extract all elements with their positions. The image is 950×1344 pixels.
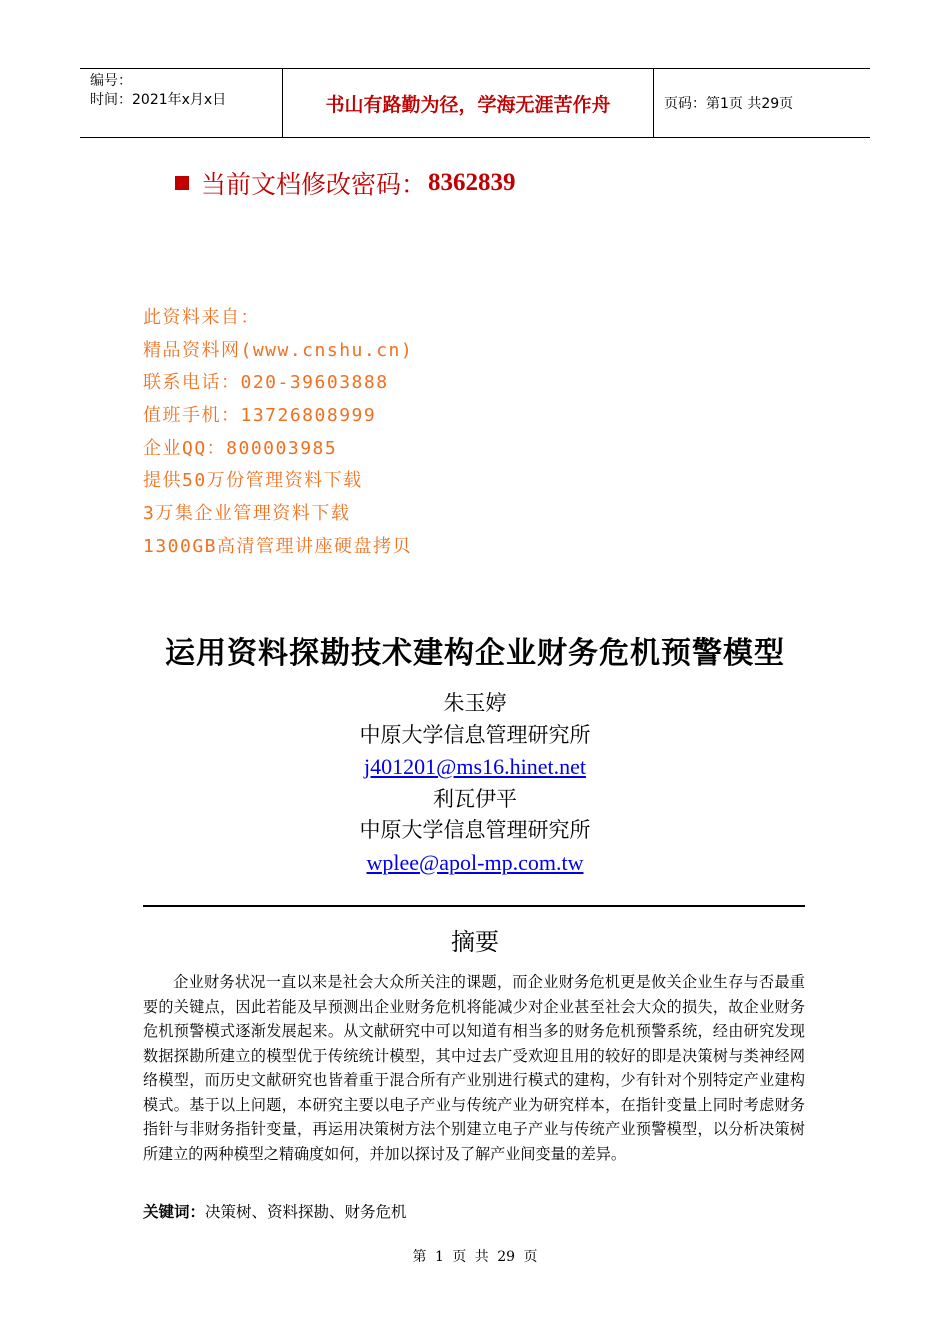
- source-ad-block: [143, 302, 413, 564]
- ad-line: 提供50万份管理资料下载: [143, 470, 363, 492]
- page-footer: 第 1 页 共 29 页: [412, 1249, 538, 1265]
- page-header: [80, 68, 870, 138]
- author-name: 朱玉婷: [443, 691, 507, 715]
- author-name: 利瓦伊平: [433, 786, 517, 811]
- header-meta: [80, 69, 282, 137]
- header-motto: 书山有路勤为径，学海无涯苦作舟: [282, 69, 654, 137]
- keywords-line: [143, 1200, 407, 1222]
- ad-line: 此资料来自：: [143, 307, 260, 328]
- ad-line: 值班手机：13726808999: [143, 405, 377, 427]
- password-notice: [175, 165, 516, 201]
- ad-line: 3万集企业管理资料下载: [143, 503, 351, 525]
- paper-title: 运用资料探勘技术建构企业财务危机预警模型: [165, 636, 785, 671]
- abstract-heading: 摘要: [451, 928, 499, 956]
- ad-line: 精品资料网(www.cnshu.cn): [143, 339, 414, 361]
- keywords-value: 决策树、资料探勘、财务危机: [205, 1203, 407, 1221]
- keywords-label: 关键词：: [143, 1203, 206, 1221]
- square-bullet-icon: [175, 176, 189, 190]
- author-affiliation: 中原大学信息管理研究所: [359, 818, 591, 842]
- password-label: 当前文档修改密码：: [201, 170, 427, 199]
- divider: [143, 905, 805, 907]
- author-email-link[interactable]: j401201@ms16.hinet.net: [364, 754, 586, 779]
- author-affiliation: 中原大学信息管理研究所: [359, 722, 591, 747]
- header-number: 编号：: [90, 73, 132, 89]
- ad-line: 联系电话：020-39603888: [143, 372, 389, 394]
- header-page-info: 页码：第1页 共29页: [664, 96, 794, 112]
- abstract-text: 企业财务状况一直以来是社会大众所关注的课题，而企业财务危机更是攸关企业生存与否最重要的关键点，因此若能及早预测出企业财务危机将能减少对企业甚至社会大众的损失，故企业财务危机预警模式逐渐发展起来。从文献研究中可以知道有相当多的财务危机预警系统，经由研究发现数据探勘所建立的模型优于传统统计模型，其中过去广受欢迎且用的较好的即是决策树与类神经网络模型，而历史文献研究也皆着重于混合所有产业别进行模式的建构，少有针对个别特定产业建构模式。基于以上问题，本研究主要以电子产业与传统产业为研究样本，在指针变量上同时考虑财务指针与非财务指针变量，再运用决策树方法个别建立电子产业与传统产业预警模型，以分析决策树所建立的两种模型之精确度如何，并加以探讨及了解产业间变量的差异。: [143, 973, 805, 1163]
- author-block: [0, 688, 950, 879]
- author-email-link[interactable]: wplee@apol-mp.com.tw: [366, 849, 584, 875]
- header-time: 时间：2021年x月x日: [90, 92, 227, 108]
- ad-line: 企业QQ：800003985: [143, 437, 338, 459]
- password-code: 8362839: [428, 169, 516, 196]
- ad-line: 1300GB高清管理讲座硬盘拷贝: [143, 535, 413, 557]
